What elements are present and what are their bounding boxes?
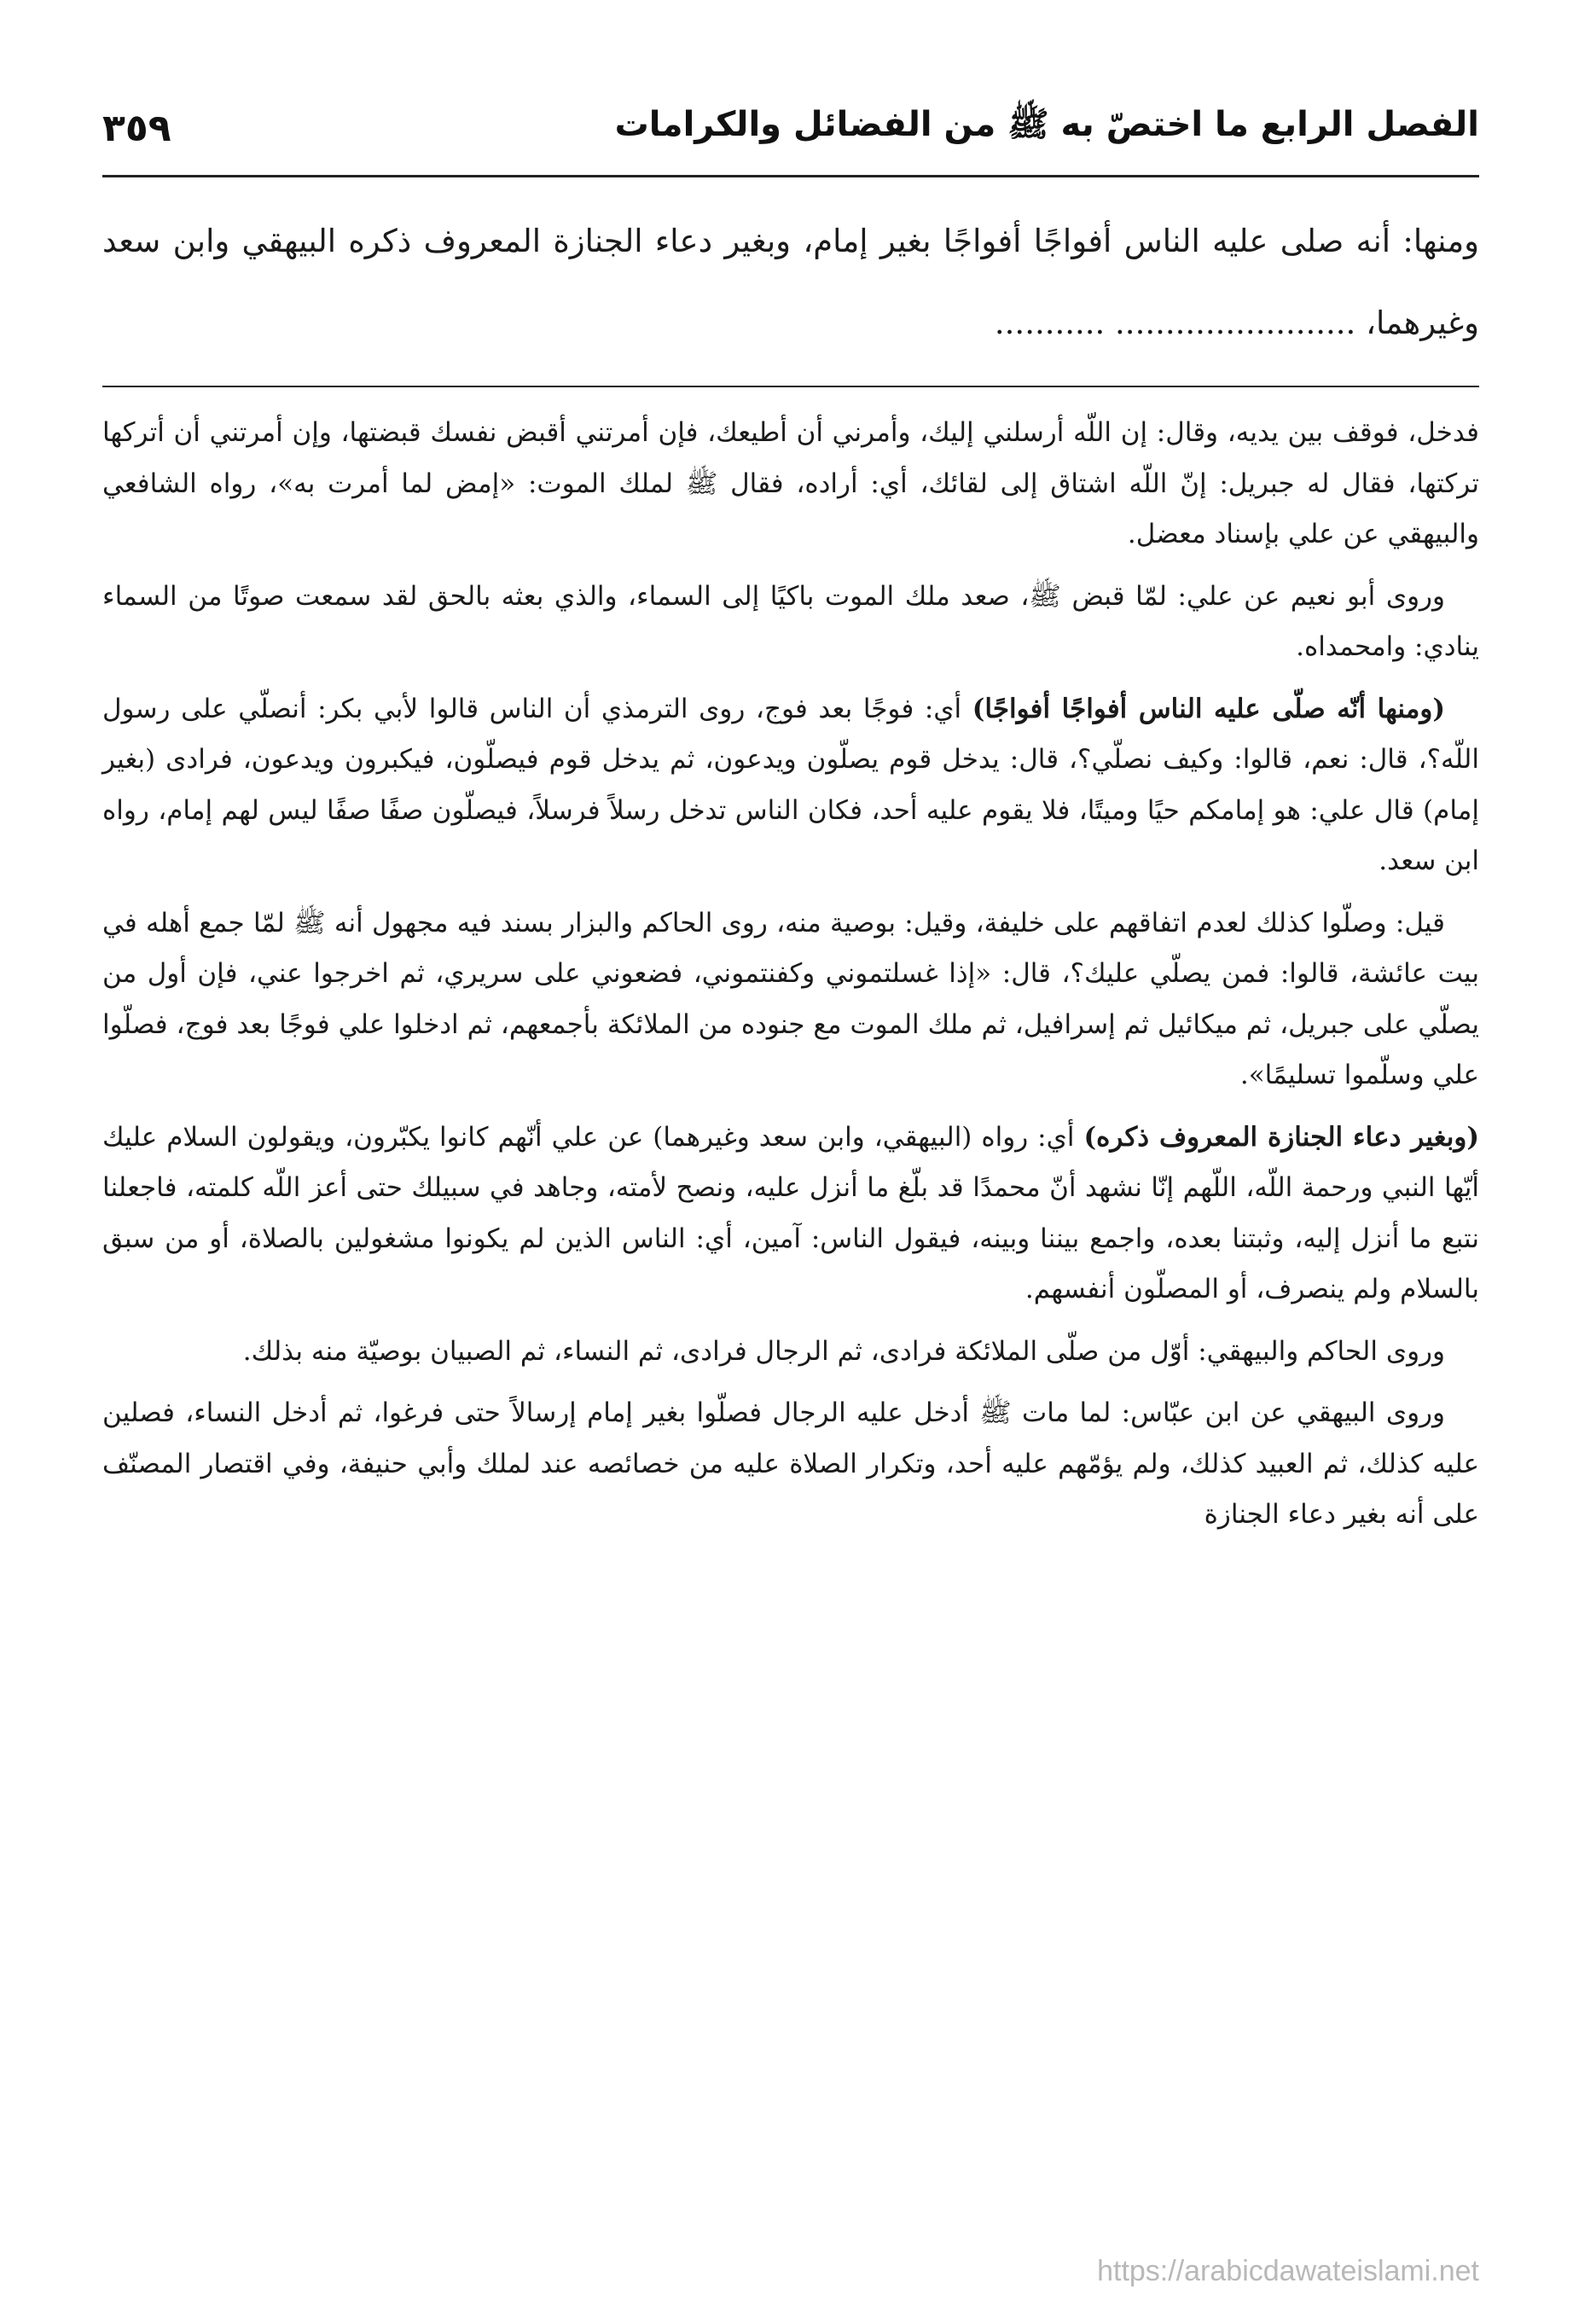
commentary-text: وروى أبو نعيم عن علي: لمّا قبض ﷺ، صعد ملك الموت باكيًا إلى السماء، والذي بعثه بالحق لقد سمعت صوتًا من السماء ينادي: وامحمداه. (102, 580, 1479, 662)
running-header (102, 94, 1479, 162)
main-text-body: ومنها: أنه صلى عليه الناس أفواجًا أفواجًا بغير إمام، وبغير دعاء الجنازة المعروف ذكره البيهقي وابن سعد وغيرهما، (102, 223, 1479, 341)
commentary-text: وروى البيهقي عن ابن عبّاس: لما مات ﷺ أدخل عليه الرجال فصلّوا بغير إمام إرسالاً حتى فرغوا، ثم أدخل النساء، فصلين عليه كذلك، ثم العبيد كذلك، ولم يؤمّهم عليه أحد، وتكرار الصلاة عليه من خصائصه عند لملك وأبي حنيفة، وفي اقتصار المصنّف على أنه بغير دعاء الجنازة (102, 1397, 1479, 1530)
commentary-lead: (ومنها أنّه صلّى عليه الناس أفواجًا أفواجًا) (972, 693, 1445, 724)
commentary-text: أي: فوجًا بعد فوج، روى الترمذي أن الناس قالوا لأبي بكر: أنصلّي على رسول اللّه؟، قال: نعم، قالوا: وكيف نصلّي؟، قال: يدخل قوم يصلّون ويدعون، ثم يدخل قوم فيصلّون، فيكبرون ويدعون، فرادى (بغير إمام) قال علي: هو إمامكم حيًا وميتًا، فلا يقوم عليه أحد، فكان الناس تدخل رسلاً فرسلاً، فيصلّون صفًا صفًا ليس لهم إمام، رواه ابن سعد. (102, 693, 1479, 876)
chapter-title: الفصل الرابع ما اختصّ به ﷺ من الفضائل والكرامات (614, 105, 1479, 144)
commentary-divider (102, 386, 1479, 387)
commentary-paragraph (102, 1113, 1479, 1316)
watermark-url: https://arabicdawateislami.net (1097, 2255, 1479, 2287)
main-text-dots: ........................ ........... (994, 305, 1356, 341)
page-number: ٣٥٩ (102, 106, 171, 150)
commentary-text: قيل: وصلّوا كذلك لعدم اتفاقهم على خليفة، وقيل: بوصية منه، روى الحاكم والبزار بسند فيه مجهول أنه ﷺ لمّا جمع أهله في بيت عائشة، قالوا: فمن يصلّي عليك؟، قال: «إذا غسلتموني وكفنتموني، فضعوني على سريري، ثم اخرجوا عني، فإن أول من يصلّي على جبريل، ثم ميكائيل ثم إسرافيل، ثم ملك الموت مع جنوده من الملائكة بأجمعهم، ثم ادخلوا علي فوجًا بعد فوج، فصلّوا علي وسلّموا تسليمًا». (102, 907, 1480, 1090)
commentary-lead: (وبغير دعاء الجنازة المعروف ذكره) (1083, 1121, 1479, 1153)
commentary-text: فدخل، فوقف بين يديه، وقال: إن اللّه أرسلني إليك، وأمرني أن أطيعك، فإن أمرتني أقبض نفسك قبضتها، وإن أمرتني أن أتركها تركتها، فقال له جبريل: إنّ اللّه اشتاق إلى لقائك، أي: أراده، فقال ﷺ لملك الموت: «إمض لما أمرت به»، رواه الشافعي والبيهقي عن علي بإسناد معضل. (102, 417, 1479, 549)
header-divider (102, 175, 1479, 177)
main-text (102, 200, 1479, 364)
commentary-paragraph (102, 898, 1479, 1101)
commentary (102, 408, 1479, 1552)
commentary-text: أي: رواه (البيهقي، وابن سعد وغيرهما) عن علي أنّهم كانوا يكبّرون، ويقولون السلام عليك أيّها النبي ورحمة اللّه، اللّهم إنّا نشهد أنّ محمدًا قد بلّغ ما أنزل عليه، ونصح لأمته، وجاهد في سبيلك حتى أعز اللّه كلمته، فاجعلنا نتبع ما أنزل إليه، وثبتنا بعده، واجمع بيننا وبينه، فيقول الناس: آمين، أي: الناس الذين لم يكونوا مشغولين بالصلاة، أو من سبق بالسلام ولم ينصرف، أو المصلّون أنفسهم. (102, 1121, 1479, 1304)
commentary-paragraph (102, 1388, 1479, 1541)
commentary-paragraph (102, 1327, 1479, 1378)
commentary-text: وروى الحاكم والبيهقي: أوّل من صلّى الملائكة فرادى، ثم الرجال فرادى، ثم النساء، ثم الصبيان بوصيّة منه بذلك. (242, 1335, 1445, 1367)
commentary-paragraph (102, 684, 1479, 887)
commentary-paragraph (102, 408, 1479, 561)
commentary-paragraph (102, 572, 1479, 673)
